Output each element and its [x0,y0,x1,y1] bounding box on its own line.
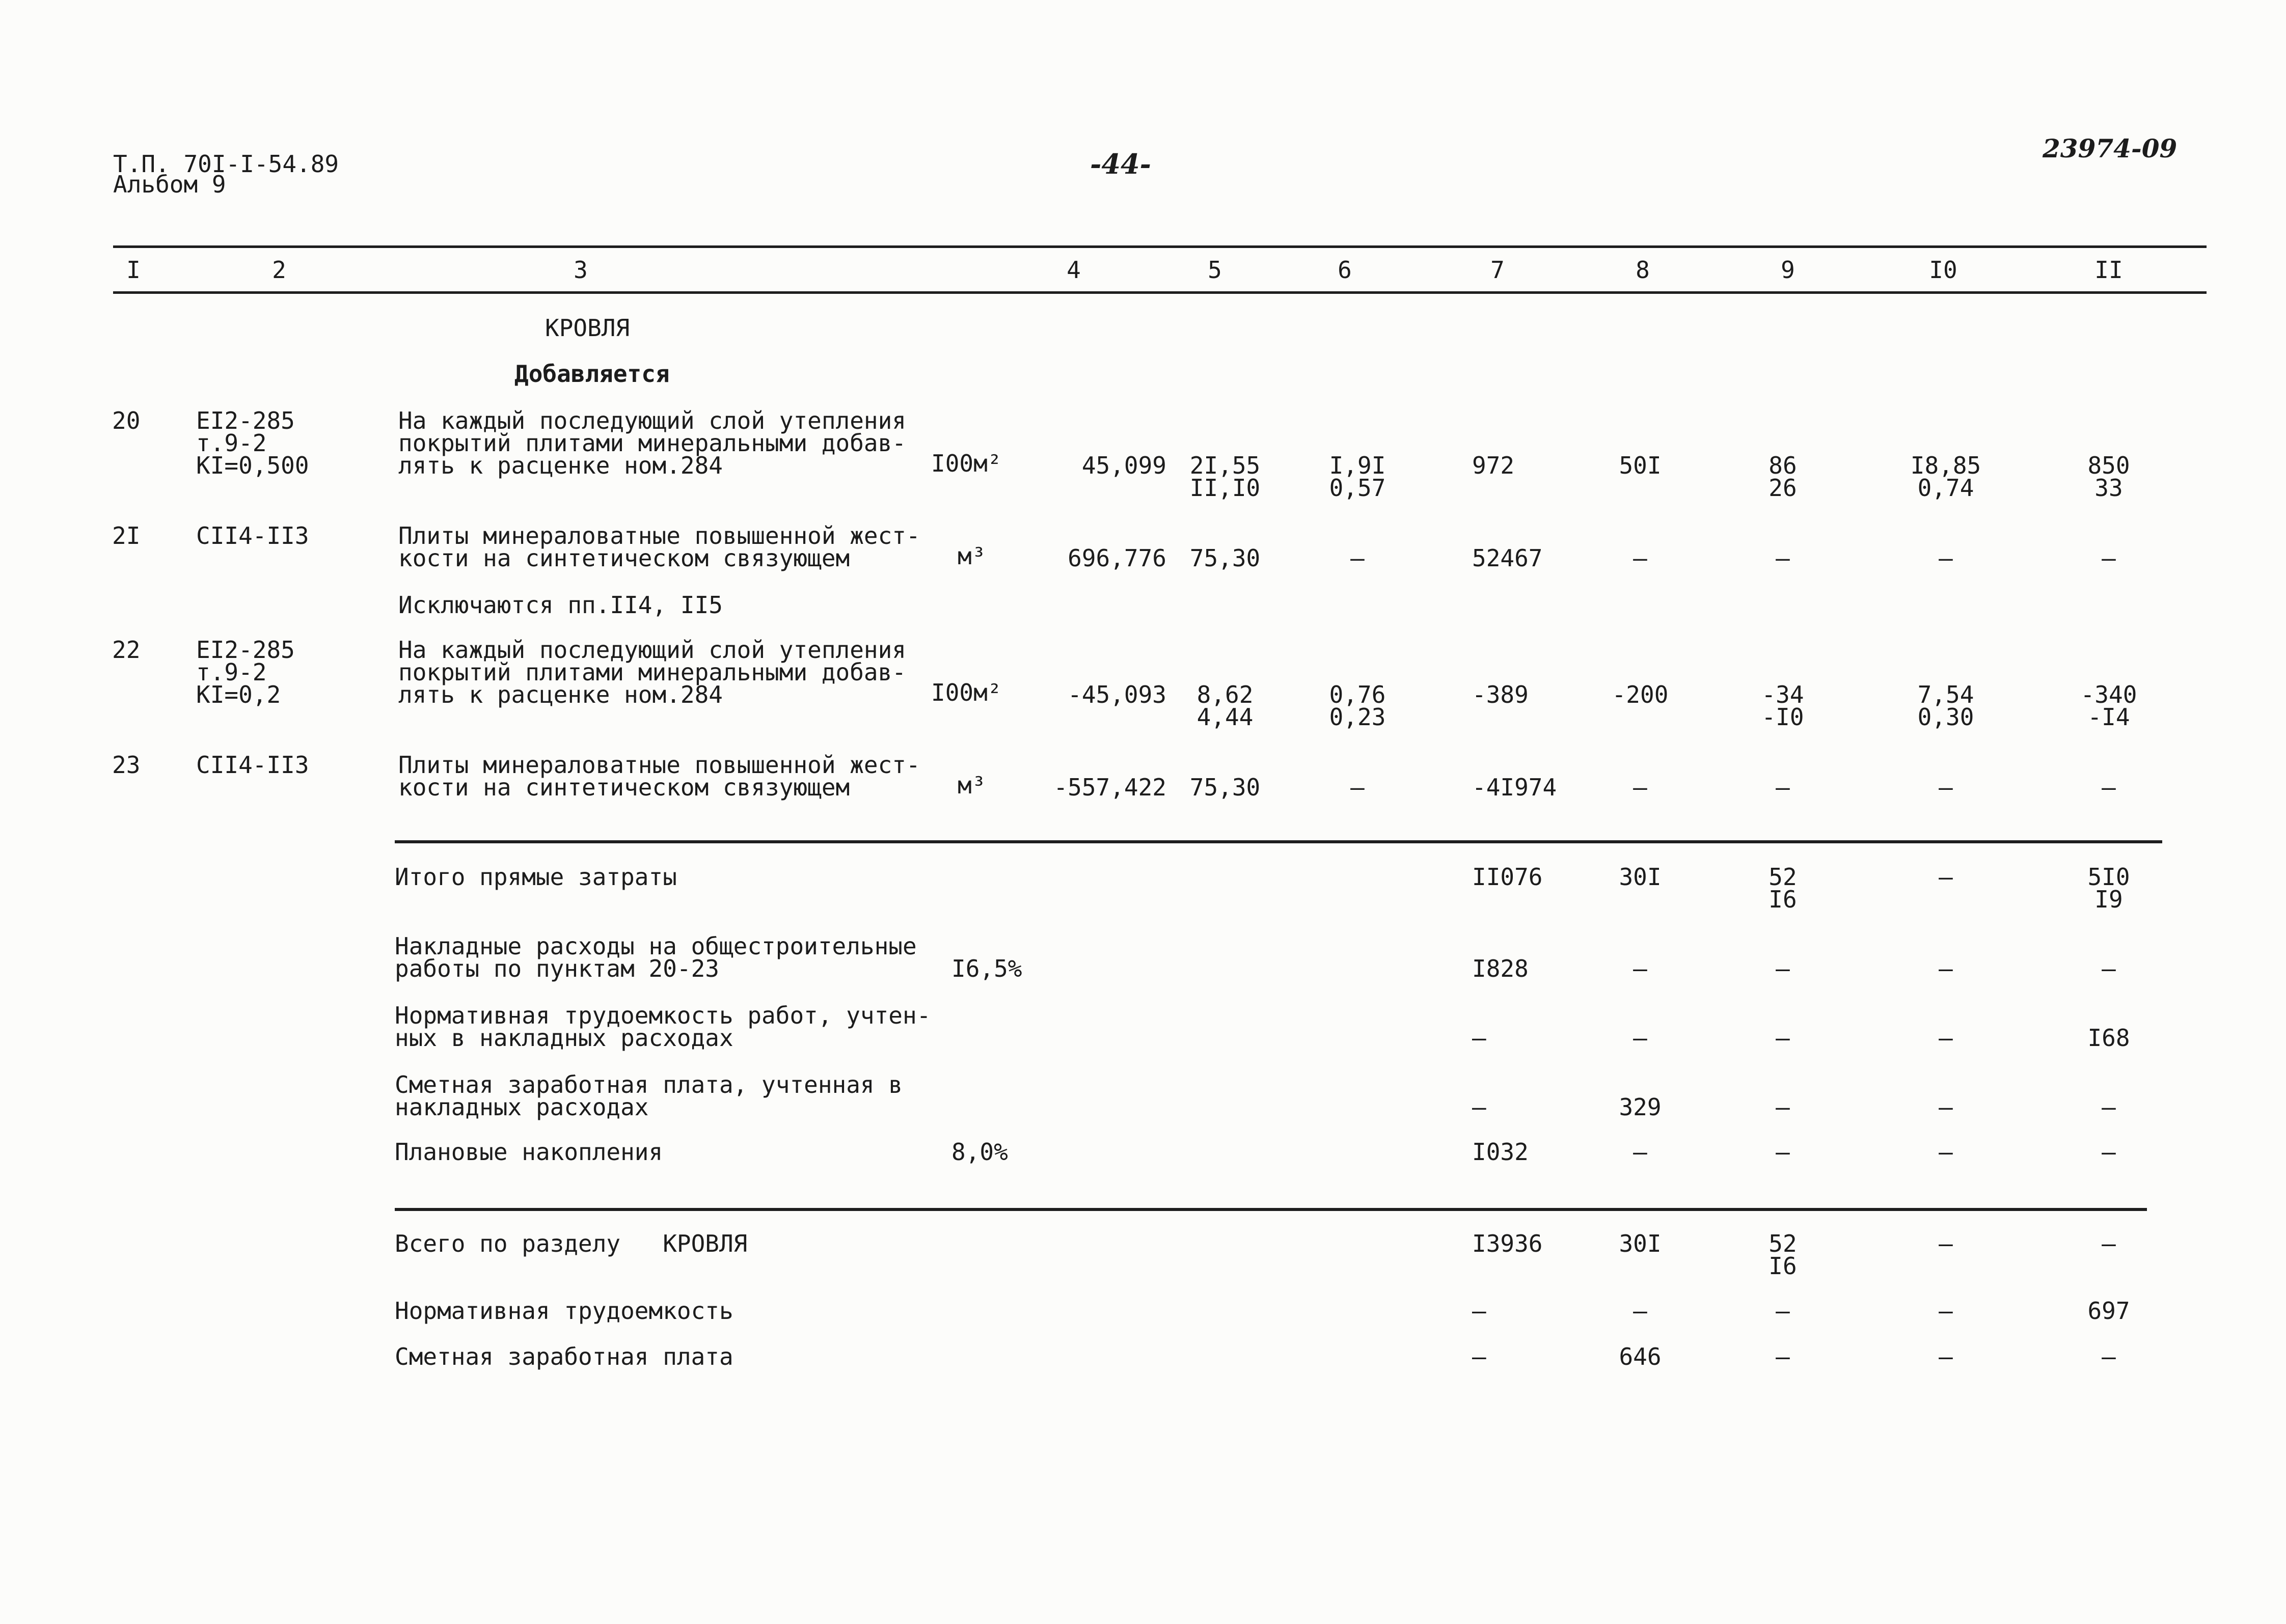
totals-label-line: ных в накладных расходах [395,1024,733,1052]
row-description-line: На каждый последующий слой утепления [398,407,906,434]
machine-cost-line: – [1350,544,1365,572]
column-header-7: 7 [1490,256,1505,284]
row-description-line: Плиты минераловатные повышенной жест- [398,751,920,779]
totals-wage: 30I [1619,863,1662,891]
resource-code-line: EI2-285 [196,636,295,664]
grand-machine-line: 52 [1768,1230,1797,1257]
row-description-line: покрытий плитами минеральными добав- [398,429,906,457]
base-cost-line: 2I,55 [1189,452,1261,479]
grand-labor-unit: – [1939,1343,1953,1370]
totals-labor-line: 5I0 [2087,863,2130,891]
unit: м³ [958,542,986,570]
machine-total-line: 26 [1768,474,1797,502]
quantity: -557,422 [1053,774,1166,801]
totals-labor-unit: – [1939,1024,1953,1052]
totals-labor-line: – [2102,1093,2116,1121]
totals-wage: 329 [1619,1093,1662,1121]
base-cost-line: II,I0 [1189,474,1261,502]
row-number: 2I [112,522,141,549]
column-header-10: I0 [1929,256,1957,284]
labor-unit-line: 7,54 [1917,681,1974,708]
totals-cost: I828 [1472,955,1529,982]
resource-code-line: т.9-2 [196,658,267,686]
table-header-rule [113,291,2207,294]
row-number: 20 [112,407,141,434]
grand-cost: I3936 [1472,1230,1543,1257]
column-header-5: 5 [1208,256,1222,284]
quantity: -45,093 [1068,681,1166,708]
machine-total-line: – [1776,774,1790,801]
totals-cost: I032 [1472,1138,1529,1166]
unit: I00м² [931,450,1002,477]
quantity: 45,099 [1081,452,1166,479]
grand-label-line: Нормативная трудоемкость [395,1297,733,1325]
grand-machine-line: – [1776,1343,1790,1370]
column-header-6: 6 [1338,256,1352,284]
column-header-3: 3 [574,256,588,284]
totals-rule [395,840,2162,843]
totals-machine-line: – [1776,1024,1790,1052]
totals-cost: – [1472,1024,1486,1052]
grand-labor-line: – [2102,1343,2116,1370]
row-description-line: кости на синтетическом связующем [398,544,850,572]
grand-labor-line: – [2102,1230,2116,1257]
added-label: Добавляется [514,360,670,388]
machine-total-line: -I0 [1761,703,1804,731]
row-description-line: кости на синтетическом связующем [398,774,850,801]
totals-cost: – [1472,1093,1486,1121]
labor-total-line: – [2102,774,2116,801]
machine-total-line: 86 [1768,452,1797,479]
totals-wage: – [1633,1138,1647,1166]
grand-total-rule [395,1208,2147,1211]
grand-cost: – [1472,1297,1486,1325]
grand-wage: 646 [1619,1343,1662,1370]
column-header-11: II [2094,256,2123,284]
grand-label-line: Всего по разделу КРОВЛЯ [395,1230,748,1257]
wage-cost: – [1633,774,1647,801]
machine-cost-line: 0,23 [1329,703,1386,731]
totals-labor-line: I9 [2094,886,2123,913]
labor-total-line: -I4 [2087,703,2130,731]
column-header-9: 9 [1781,256,1795,284]
totals-machine-line: – [1776,1093,1790,1121]
grand-labor-line: 697 [2087,1297,2130,1325]
wage-cost: -200 [1612,681,1669,708]
column-header-2: 2 [272,256,286,284]
totals-labor-unit: – [1939,1093,1953,1121]
resource-code-line: KI=0,500 [196,452,309,479]
quantity: 696,776 [1068,544,1166,572]
totals-label-line: Накладные расходы на общестроительные [395,932,917,960]
inventory-number: 23974-09 [2043,133,2178,163]
resource-code-line: CII4-II3 [196,751,309,779]
column-header-1: I [126,256,141,284]
grand-labor-unit: – [1939,1230,1953,1257]
row-description-line: На каждый последующий слой утепления [398,636,906,664]
machine-cost-line: I,9I [1329,452,1386,479]
totals-labor-unit: – [1939,1138,1953,1166]
resource-code-line: CII4-II3 [196,522,309,549]
totals-machine-line: 52 [1768,863,1797,891]
labor-total-line: – [2102,544,2116,572]
totals-percent: I6,5% [951,955,1022,982]
row-number: 23 [112,751,141,779]
total-cost: 972 [1472,452,1515,479]
base-cost-line: 75,30 [1189,774,1261,801]
resource-code-line: EI2-285 [196,407,295,434]
unit: I00м² [931,679,1002,706]
labor-total-line: 33 [2094,474,2123,502]
totals-wage: – [1633,955,1647,982]
excluded-label: Исключаются пп.II4, II5 [398,591,723,619]
totals-labor-unit: – [1939,863,1953,891]
totals-machine-line: – [1776,1138,1790,1166]
column-header-8: 8 [1636,256,1650,284]
grand-labor-unit: – [1939,1297,1953,1325]
row-description-line: покрытий плитами минеральными добав- [398,658,906,686]
doc-code: Т.П. 70I-I-54.89 [113,150,339,178]
totals-labor-unit: – [1939,955,1953,982]
unit: м³ [958,772,986,799]
album-label: Альбом 9 [113,171,226,198]
grand-label-line: Сметная заработная плата [395,1343,733,1370]
column-header-4: 4 [1067,256,1081,284]
machine-cost-line: – [1350,774,1365,801]
totals-label-line: Итого прямые затраты [395,863,677,891]
total-cost: 52467 [1472,544,1543,572]
totals-label-line: Нормативная трудоемкость работ, учтен- [395,1002,931,1029]
grand-wage: – [1633,1297,1647,1325]
totals-label-line: накладных расходах [395,1093,649,1121]
labor-total-line: 850 [2087,452,2130,479]
wage-cost: 50I [1619,452,1662,479]
machine-cost-line: 0,57 [1329,474,1386,502]
base-cost-line: 75,30 [1189,544,1261,572]
resource-code-line: т.9-2 [196,429,267,457]
row-description-line: Плиты минераловатные повышенной жест- [398,522,920,549]
grand-wage: 30I [1619,1230,1662,1257]
totals-wage: – [1633,1024,1647,1052]
base-cost-line: 8,62 [1196,681,1254,708]
grand-machine-line: I6 [1768,1252,1797,1280]
base-cost-line: 4,44 [1196,703,1254,731]
table-top-rule [113,245,2207,248]
machine-total-line: -34 [1761,681,1804,708]
wage-cost: – [1633,544,1647,572]
labor-unit-line: – [1939,774,1953,801]
row-description-line: лять к расценке ном.284 [398,452,723,479]
totals-labor-line: I68 [2087,1024,2130,1052]
totals-cost: II076 [1472,863,1543,891]
labor-unit-line: I8,85 [1910,452,1981,479]
grand-cost: – [1472,1343,1486,1370]
totals-label-line: Сметная заработная плата, учтенная в [395,1071,903,1098]
totals-labor-line: – [2102,1138,2116,1166]
labor-unit-line: – [1939,544,1953,572]
grand-machine-line: – [1776,1297,1790,1325]
totals-labor-line: – [2102,955,2116,982]
machine-cost-line: 0,76 [1329,681,1386,708]
row-description-line: лять к расценке ном.284 [398,681,723,708]
totals-label-line: Плановые накопления [395,1138,663,1166]
labor-unit-line: 0,74 [1917,474,1974,502]
row-number: 22 [112,636,141,664]
total-cost: -4I974 [1472,774,1557,801]
page-number: -44- [1090,148,1151,180]
total-cost: -389 [1472,681,1529,708]
totals-machine-line: I6 [1768,886,1797,913]
resource-code-line: KI=0,2 [196,681,281,708]
totals-percent: 8,0% [951,1138,1008,1166]
totals-machine-line: – [1776,955,1790,982]
section-title: КРОВЛЯ [545,314,630,342]
machine-total-line: – [1776,544,1790,572]
labor-total-line: -340 [2080,681,2137,708]
totals-label-line: работы по пунктам 20-23 [395,955,719,982]
labor-unit-line: 0,30 [1917,703,1974,731]
